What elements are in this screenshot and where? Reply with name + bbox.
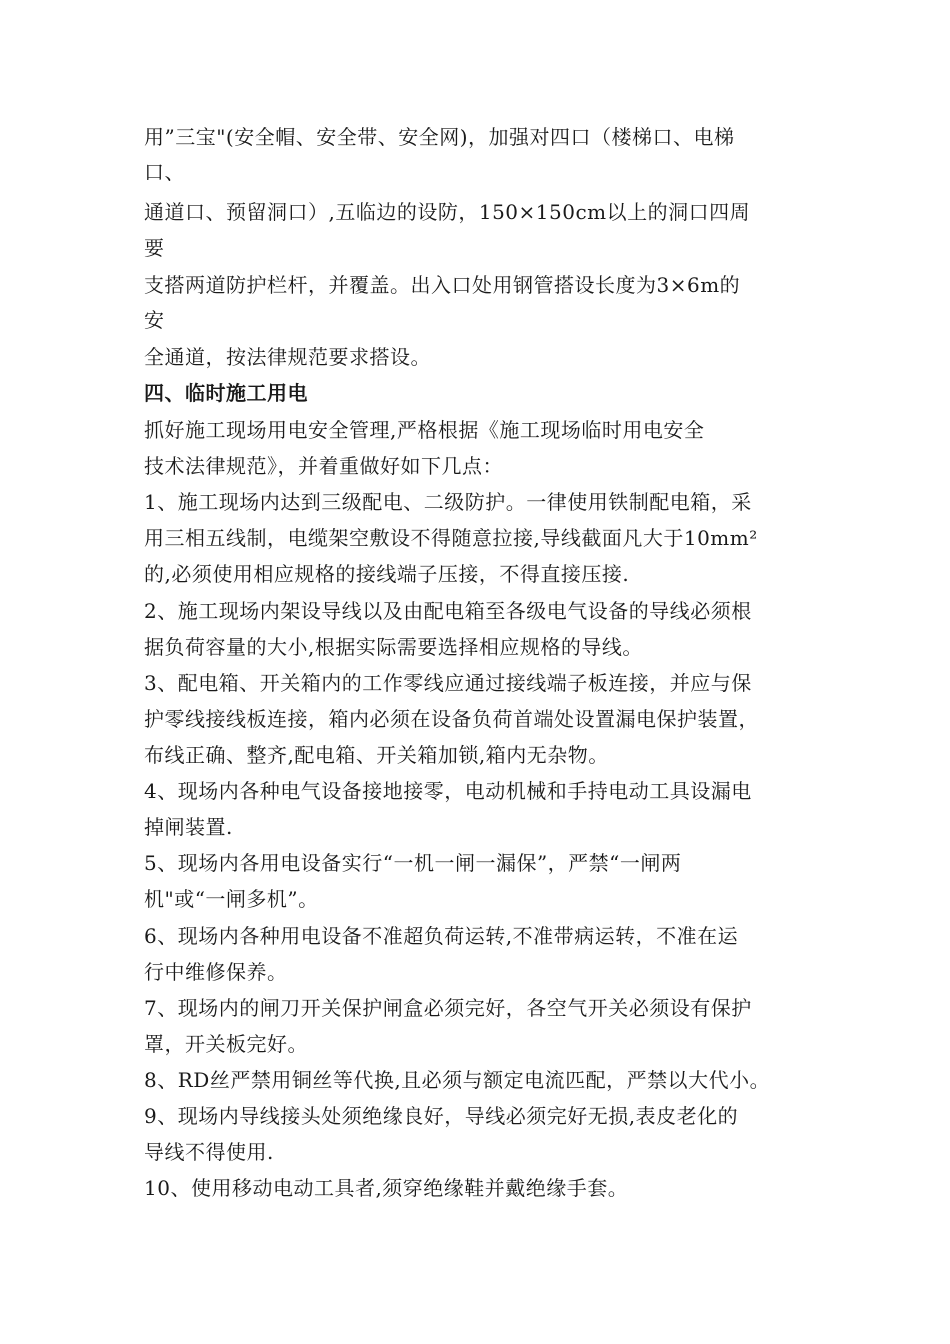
text-line: 罩，开关板完好。 — [144, 1032, 308, 1056]
text-line: 布线正确、整齐,配电箱、开关箱加锁,箱内无杂物。 — [144, 743, 609, 767]
list-item-1: 1、施工现场内达到三级配电、二级防护。一律使用铁制配电箱，采 — [144, 490, 752, 514]
text-line: 掉闸装置. — [144, 815, 233, 839]
text-line: 导线不得使用. — [144, 1140, 274, 1164]
list-item-3: 3、配电箱、开关箱内的工作零线应通过接线端子板连接，并应与保 — [144, 671, 752, 695]
text-line: 机"或“一闸多机”。 — [144, 887, 319, 911]
list-item-4: 4、现场内各种电气设备接地接零，电动机械和手持电动工具设漏电 — [144, 779, 752, 803]
list-item-9: 9、现场内导线接头处须绝缘良好，导线必须完好无损,表皮老化的 — [144, 1104, 739, 1128]
text-line: 的,必须使用相应规格的接线端子压接，不得直接压接. — [144, 562, 630, 586]
text-line: 安 — [144, 308, 165, 332]
text-line: 技术法律规范》，并着重做好如下几点： — [144, 454, 503, 478]
list-item-7: 7、现场内的闸刀开关保护闸盒必须完好，各空气开关必须设有保护 — [144, 996, 752, 1020]
text-line: 口、 — [144, 160, 185, 184]
text-line: 据负荷容量的大小,根据实际需要选择相应规格的导线。 — [144, 635, 643, 659]
list-item-6: 6、现场内各种用电设备不准超负荷运转,不准带病运转，不准在运 — [144, 924, 739, 948]
text-line: 护零线接线板连接，箱内必须在设备负荷首端处设置漏电保护装置， — [144, 707, 759, 731]
text-line: 支搭两道防护栏杆，并覆盖。出入口处用钢管搭设长度为3×6m的 — [144, 273, 741, 297]
text-line: 全通道，按法律规范要求搭设。 — [144, 345, 431, 369]
section-heading: 四、临时施工用电 — [144, 381, 308, 405]
text-line: 要 — [144, 236, 165, 260]
list-item-2: 2、施工现场内架设导线以及由配电箱至各级电气设备的导线必须根 — [144, 599, 752, 623]
list-item-10: 10、使用移动电动工具者,须穿绝缘鞋并戴绝缘手套。 — [144, 1176, 629, 1200]
text-line: 用三相五线制，电缆架空敷设不得随意拉接,导线截面凡大于10mm² — [144, 526, 758, 550]
text-line: 抓好施工现场用电安全管理,严格根据《施工现场临时用电安全 — [144, 418, 705, 442]
list-item-8: 8、RD丝严禁用铜丝等代换,且必须与额定电流匹配，严禁以大代小。 — [144, 1068, 771, 1092]
text-line: 通道口、预留洞口）,五临边的设防，150×150cm以上的洞口四周 — [144, 200, 751, 224]
text-line: 用”三宝"(安全帽、安全带、安全网)，加强对四口（楼梯口、电梯 — [144, 125, 735, 149]
text-line: 行中维修保养。 — [144, 960, 288, 984]
list-item-5: 5、现场内各用电设备实行“一机一闸一漏保”，严禁“一闸两 — [144, 851, 682, 875]
